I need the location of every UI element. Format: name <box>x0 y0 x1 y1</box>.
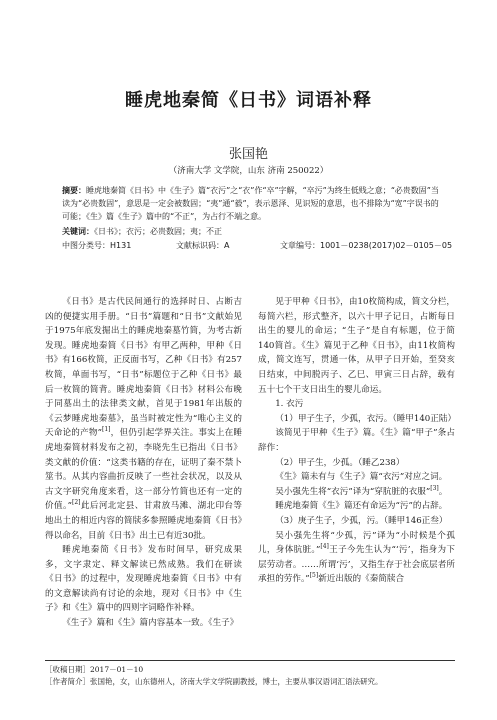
keywords-label: 关键词： <box>62 227 94 236</box>
document-code: 文献标识码：A <box>176 241 230 250</box>
body-paragraph: 《生》篇未有与《生子》篇“衣污”对应之词。 <box>275 472 448 483</box>
citation-marker: [2] <box>72 499 81 507</box>
footnote-author <box>45 676 465 687</box>
received-label: ［收稿日期］ <box>45 665 90 674</box>
author-name: 张国艳 <box>228 147 268 162</box>
body-paragraph: 《生子》篇和《生》篇内容基本一致。《生子》 <box>62 618 239 629</box>
author-bio: 张国艳，女，山东德州人，济南大学文学院副教授，博士，主要从事汉语词汇语法研究。 <box>90 677 383 686</box>
abstract-label: 摘要： <box>62 186 86 195</box>
body-column-right <box>258 295 455 587</box>
body-paragraph: 见于甲种《日书》，由10枚简构成，简文分栏，每简六栏，形式整齐，以六十甲子记日，占断每日出生的婴儿的命运；“生子”是自有标题，位于简140简首。《生》篇见于乙种《日书》，由11枚简构成，简文连写，贯通一体，从甲子日开始，至癸亥日结束，中间脱丙子、乙巳、甲寅三日占辞，载有五十七个干支日出生的婴儿命运。 <box>258 297 455 395</box>
abstract <box>62 184 440 223</box>
citation-marker: [5] <box>309 572 319 580</box>
citation-marker: [3] <box>430 484 439 492</box>
footnote-received <box>45 664 465 675</box>
received-date: 2017－01－10 <box>90 665 144 674</box>
example-quote: （3）庚子生子，少孤，污。（睡甲146正叁） <box>275 515 448 526</box>
example-quote: （2）甲子生，少孤。（睡乙238） <box>275 457 405 468</box>
abstract-text: 睡虎地秦简《日书》中《生子》篇“衣污”之“衣”作“卒”字解，“卒污”为终生低贱之意；“必贵数固”当读为“必贵数固”，意思是一定会被数固；“夷”通“毅”，表示恩泽、见识短的意思，也不排除为“宽”字误书的可能；《生》篇《生子》篇中的“不正”，为占行不端之意。 <box>62 186 439 221</box>
footnote-divider <box>45 660 455 661</box>
citation-marker: [4] <box>320 543 329 551</box>
keywords <box>62 225 440 238</box>
author-affiliation: （济南大学 文学院，山东 济南 250022） <box>168 166 329 176</box>
citation-marker: [1] <box>102 426 111 434</box>
body-paragraph: 《日书》是古代民间通行的选择时日、占断吉凶的便捷实用手册。“日书”篇题和“日书”文献始见于1975年底发掘出土的睡虎地秦墓竹简，为考古新发现。睡虎地秦简《日书》有甲乙两种，甲种《日书》有166枚简，正反面书写，乙种《日书》有257枚简，单面书写，“日书”标题位于乙种《日书》最后一枚简的简背。睡虎地秦简《日书》材料公布晚于同墓出土的法律类文献，首见于1981年出版的《云梦睡虎地秦墓》，虽当时被定性为“唯心主义的天命论的产物”[1]，但仍引起学界关注。事实上在睡虎地秦简材料发布之初，李晓先生已指出《日书》类文献的价值：“这类书籍的存在，证明了秦不禁卜筮书。从其内容曲折反映了一些社会状况，以及从古文字研究角度来看，这一部分竹简也还有一定的价值。”[2]此后河北定县、甘肃放马滩、湖北印台等地出土的相近内容的简牍多参照睡虎地秦简《日书》得以命名，目前《日书》出土已有近30批。 <box>45 297 242 541</box>
author-bio-label: ［作者简介］ <box>45 677 90 686</box>
body-paragraph: 睡虎地秦简《生》篇还有命运为“污”的占辞。 <box>275 501 448 512</box>
body-paragraph: 吴小强先生将“衣污”译为“穿肮脏的衣服”[3]。 <box>275 484 448 497</box>
body-column-left <box>45 295 242 631</box>
clc-number: 中图分类号：H131 <box>62 241 132 250</box>
body-paragraph: 该简见于甲种《生子》篇。《生》篇“甲子”条占辞作： <box>258 428 455 453</box>
paper-title: 睡虎地秦简《日书》词语补释 <box>125 90 372 111</box>
section-heading: 1. 衣污 <box>275 399 304 410</box>
article-number: 文章编号：1001－0238(2017)02－0105－05 <box>280 241 453 250</box>
example-quote: （1）甲子生子，少孤，衣污。（睡甲140正陆） <box>275 413 457 424</box>
body-paragraph: 睡虎地秦简《日书》发布时间早，研究成果多，文字隶定、释文解读已然成熟。我们在研读《日书》的过程中，发现睡虎地秦简《日书》中有的文意解读尚有讨论的余地，现对《日书》中《生子》和《生》篇中的四则字词略作补释。 <box>45 545 242 614</box>
keywords-text: 《日书》；衣污；必贵数固；夷；不正 <box>94 227 222 236</box>
body-paragraph: 吴小强先生将“少孤，污”译为“小时候是个孤儿，身体肮脏。”[4]王子今先生认为“‘污’，指身为下层劳动者。……所谓‘污’，又指生存于社会底层者所承担的劳作。”[5]新近出版的《秦简牍合 <box>258 530 456 585</box>
